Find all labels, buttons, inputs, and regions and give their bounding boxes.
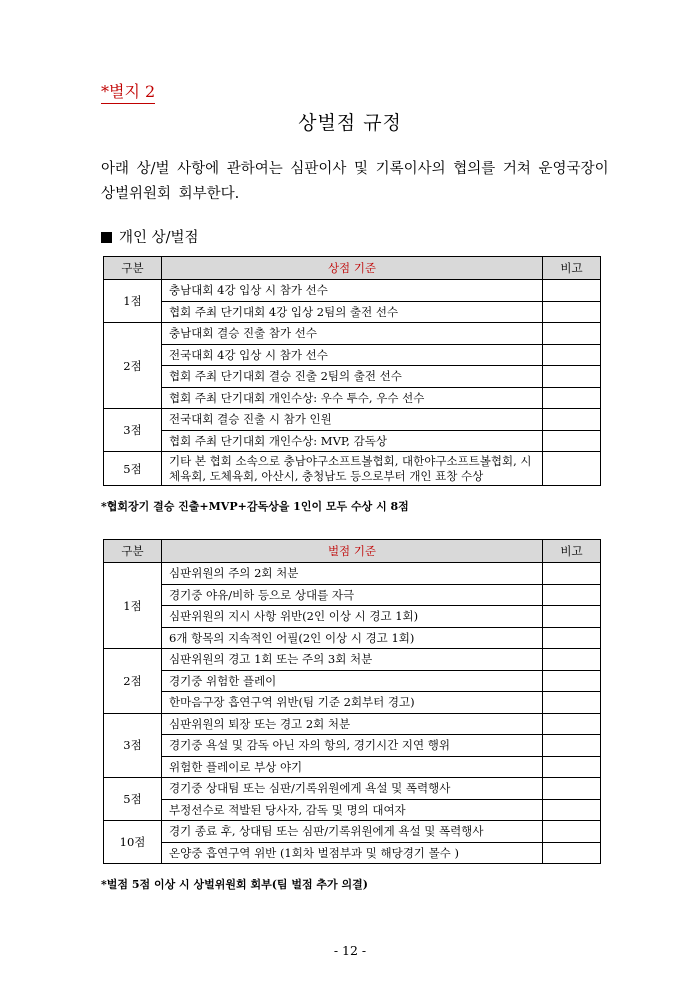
criteria-cell: 기타 본 협회 소속으로 충남야구소프트볼협회, 대한야구소프트볼협회, 시체육회, 도체육회, 아산시, 충청남도 등으로부터 개인 표창 수상 bbox=[162, 452, 543, 486]
criteria-cell: 경기중 위험한 플레이 bbox=[162, 670, 543, 692]
criteria-cell: 심판위원의 주의 2회 처분 bbox=[162, 563, 543, 585]
demerit-note: *벌점 5점 이상 시 상벌위원회 회부(팀 벌점 추가 의결) bbox=[101, 878, 368, 891]
criteria-cell: 심판위원의 지시 사항 위반(2인 이상 시 경고 1회) bbox=[162, 606, 543, 628]
header-remarks: 비고 bbox=[543, 257, 601, 280]
criteria-cell: 충남대회 결승 진출 참가 선수 bbox=[162, 323, 543, 345]
remarks-cell bbox=[543, 735, 601, 757]
table-row bbox=[104, 563, 601, 585]
remarks-cell bbox=[543, 430, 601, 452]
table-row bbox=[104, 344, 601, 366]
remarks-cell bbox=[543, 280, 601, 302]
remarks-cell bbox=[543, 821, 601, 843]
remarks-cell bbox=[543, 387, 601, 409]
category-cell: 5점 bbox=[104, 452, 162, 486]
header-criteria: 벌점 기준 bbox=[162, 540, 543, 563]
table-row bbox=[104, 584, 601, 606]
criteria-cell: 경기중 야유/비하 등으로 상대를 자극 bbox=[162, 584, 543, 606]
criteria-cell: 부정선수로 적발된 당사자, 감독 및 명의 대여자 bbox=[162, 799, 543, 821]
remarks-cell bbox=[543, 563, 601, 585]
criteria-cell: 6개 항목의 지속적인 어필(2인 이상 시 경고 1회) bbox=[162, 627, 543, 649]
table-row bbox=[104, 323, 601, 345]
remarks-cell bbox=[543, 842, 601, 864]
remarks-cell bbox=[543, 778, 601, 800]
section-heading-text: 개인 상/벌점 bbox=[119, 230, 199, 246]
table-row bbox=[104, 692, 601, 714]
category-cell: 1점 bbox=[104, 563, 162, 649]
table-row bbox=[104, 409, 601, 431]
table-row bbox=[104, 756, 601, 778]
table-row bbox=[104, 735, 601, 757]
criteria-cell: 협회 주최 단기대회 결승 진출 2팀의 출전 선수 bbox=[162, 366, 543, 388]
header-category: 구분 bbox=[104, 540, 162, 563]
category-cell: 5점 bbox=[104, 778, 162, 821]
table-row bbox=[104, 430, 601, 452]
remarks-cell bbox=[543, 756, 601, 778]
header-remarks: 비고 bbox=[543, 540, 601, 563]
intro-paragraph: 아래 상/벌 사항에 관하여는 심판이사 및 기록이사의 협의를 거쳐 운영국장이 상벌위원회 회부한다. bbox=[101, 161, 609, 202]
table-header-row bbox=[104, 540, 601, 563]
table-row bbox=[104, 366, 601, 388]
criteria-cell: 전국대회 4강 입상 시 참가 선수 bbox=[162, 344, 543, 366]
square-bullet-icon bbox=[101, 232, 112, 243]
category-cell: 1점 bbox=[104, 280, 162, 323]
criteria-cell: 심판위원의 퇴장 또는 경고 2회 처분 bbox=[162, 713, 543, 735]
remarks-cell bbox=[543, 323, 601, 345]
remarks-cell bbox=[543, 649, 601, 671]
remarks-cell bbox=[543, 366, 601, 388]
demerit-table bbox=[103, 539, 601, 864]
table-row bbox=[104, 778, 601, 800]
table-header-row bbox=[104, 257, 601, 280]
criteria-cell: 협회 주최 단기대회 4강 입상 2팀의 출전 선수 bbox=[162, 301, 543, 323]
remarks-cell bbox=[543, 627, 601, 649]
criteria-cell: 충남대회 4강 입상 시 참가 선수 bbox=[162, 280, 543, 302]
table-row bbox=[104, 301, 601, 323]
criteria-cell: 협회 주최 단기대회 개인수상: 우수 투수, 우수 선수 bbox=[162, 387, 543, 409]
criteria-cell: 경기중 상대팀 또는 심판/기록위원에게 욕설 및 폭력행사 bbox=[162, 778, 543, 800]
remarks-cell bbox=[543, 670, 601, 692]
criteria-cell: 경기중 욕설 및 감독 아닌 자의 항의, 경기시간 지연 행위 bbox=[162, 735, 543, 757]
criteria-cell: 온양중 흡연구역 위반 (1회차 벌점부과 및 해당경기 몰수 ) bbox=[162, 842, 543, 864]
table-row bbox=[104, 606, 601, 628]
criteria-cell: 위험한 플레이로 부상 야기 bbox=[162, 756, 543, 778]
section-heading bbox=[101, 226, 199, 247]
table-row bbox=[104, 280, 601, 302]
remarks-cell bbox=[543, 606, 601, 628]
category-cell: 10점 bbox=[104, 821, 162, 864]
header-criteria: 상점 기준 bbox=[162, 257, 543, 280]
remarks-cell bbox=[543, 584, 601, 606]
table-row bbox=[104, 670, 601, 692]
page-title: 상벌점 규정 bbox=[298, 112, 402, 134]
category-cell: 2점 bbox=[104, 649, 162, 714]
criteria-cell: 경기 종료 후, 상대팀 또는 심판/기록위원에게 욕설 및 폭력행사 bbox=[162, 821, 543, 843]
table-row bbox=[104, 627, 601, 649]
table-row bbox=[104, 452, 601, 486]
header-category: 구분 bbox=[104, 257, 162, 280]
category-cell: 3점 bbox=[104, 713, 162, 778]
remarks-cell bbox=[543, 344, 601, 366]
criteria-cell: 전국대회 결승 진출 시 참가 인원 bbox=[162, 409, 543, 431]
page-number: - 12 - bbox=[333, 943, 367, 958]
table-row bbox=[104, 842, 601, 864]
category-cell: 2점 bbox=[104, 323, 162, 409]
table-row bbox=[104, 649, 601, 671]
remarks-cell bbox=[543, 692, 601, 714]
table-row bbox=[104, 799, 601, 821]
table-row bbox=[104, 821, 601, 843]
remarks-cell bbox=[543, 452, 601, 486]
category-cell: 3점 bbox=[104, 409, 162, 452]
remarks-cell bbox=[543, 301, 601, 323]
table-row bbox=[104, 387, 601, 409]
criteria-cell: 한마음구장 흡연구역 위반(팀 기준 2회부터 경고) bbox=[162, 692, 543, 714]
criteria-cell: 협회 주최 단기대회 개인수상: MVP, 감독상 bbox=[162, 430, 543, 452]
remarks-cell bbox=[543, 713, 601, 735]
criteria-cell: 심판위원의 경고 1회 또는 주의 3회 처분 bbox=[162, 649, 543, 671]
remarks-cell bbox=[543, 799, 601, 821]
table-row bbox=[104, 713, 601, 735]
remarks-cell bbox=[543, 409, 601, 431]
merit-table bbox=[103, 256, 601, 486]
merit-note: *협회장기 결승 진출+MVP+감독상을 1인이 모두 수상 시 8점 bbox=[101, 500, 409, 513]
annex-label: *별지 2 bbox=[101, 82, 155, 104]
